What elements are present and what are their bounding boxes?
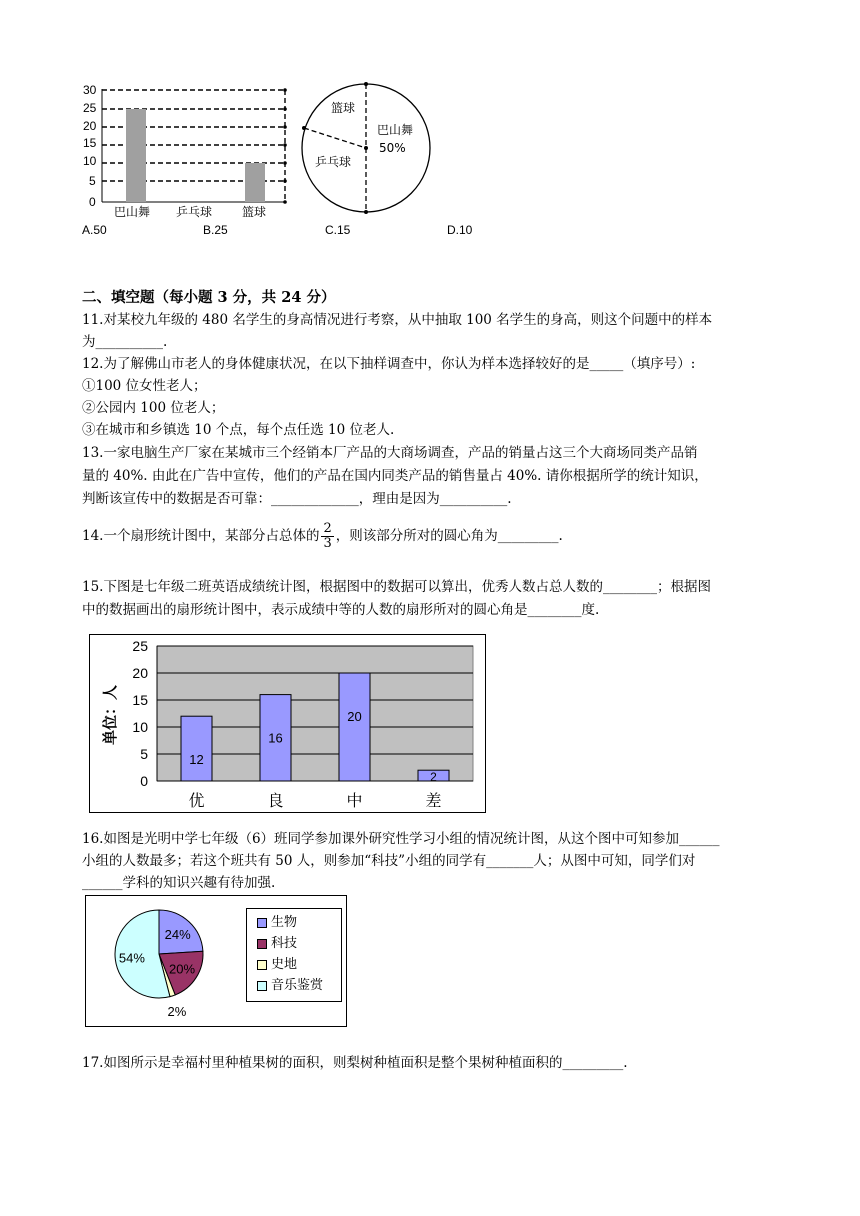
pie-label: 2%: [167, 1004, 187, 1020]
option-a: A.50: [82, 223, 107, 237]
legend-item: [257, 954, 341, 975]
q11-line1: 11.对某校九年级的 480 名学生的身高情况进行考察，从中抽取 100 名学生的身高，则这个问题中的样本: [82, 312, 713, 328]
q12-option: ②公园内 100 位老人；: [82, 400, 225, 416]
pie-label: 20%: [169, 961, 196, 977]
data-label: 20: [347, 709, 362, 724]
legend-item: [257, 933, 341, 954]
q10-ytick: 5: [89, 174, 96, 188]
legend-swatch: [257, 981, 267, 991]
fraction-denominator: 3: [323, 536, 332, 551]
legend-label: 史地: [271, 957, 298, 972]
q12-line1: 12.为了解佛山市老人的身体健康状况，在以下抽样调查中，你认为样本选择较好的是_____（填序号）:: [82, 356, 696, 372]
legend-swatch: [257, 918, 267, 928]
q16-line3: ______学科的知识兴趣有待加强.: [82, 875, 276, 891]
q10-category: 篮球: [242, 205, 267, 219]
x-tick-label: 良: [267, 791, 284, 810]
q12-option: ①100 位女性老人；: [82, 378, 207, 394]
section-title: 二、填空题（每小题 3 分，共 24 分）: [82, 289, 336, 306]
x-tick-label: 差: [425, 791, 442, 810]
q10-ytick: 15: [83, 136, 97, 150]
q10-bar-lanqiu: [245, 163, 265, 202]
y-tick-label: 10: [132, 719, 148, 735]
q16-pie-chart: [86, 896, 246, 1026]
q14-post: ，则该部分所对的圆心角为_________.: [335, 528, 563, 544]
pie-label: 24%: [164, 927, 191, 943]
q10-bar-bashanwu: [126, 109, 146, 202]
y-axis-label: 单位：人: [101, 684, 119, 746]
q13-line2: 量的 40%. 由此在广告中宣传，他们的产品在国内同类产品的销售量占 40%. 请你根据所学的统计知识，: [82, 468, 708, 484]
q10-pie-label: 篮球: [331, 101, 356, 115]
q10-pie-label: 巴山舞: [377, 123, 414, 137]
option-d: D.10: [447, 223, 473, 237]
legend-label: 音乐鉴赏: [271, 978, 324, 993]
q10-category: 巴山舞: [114, 205, 151, 219]
q16-line2: 小组的人数最多；若这个班共有 50 人，则参加“科技”小组的同学有_______人；从图中可知，同学们对: [82, 853, 696, 869]
data-label: 12: [189, 752, 204, 768]
bar: [339, 673, 370, 781]
q10-pie-label: 乒乓球: [315, 155, 352, 169]
y-tick-label: 0: [140, 773, 148, 789]
q14-pre: 14.一个扇形统计图中，某部分占总体的: [82, 528, 320, 544]
pie-label: 54%: [118, 950, 145, 966]
q15-line1: 15.下图是七年级二班英语成绩统计图，根据图中的数据可以算出，优秀人数占总人数的________；根据图: [82, 579, 711, 595]
data-label: 2: [430, 770, 437, 785]
q10-ytick: 30: [83, 83, 97, 97]
fraction-numerator: 2: [323, 521, 332, 536]
y-tick-label: 15: [132, 692, 148, 708]
q12-option: ③在城市和乡镇选 10 个点，每个点任选 10 位老人.: [82, 422, 395, 438]
q10-ytick: 0: [89, 195, 96, 209]
q10-ytick: 10: [83, 154, 97, 168]
q11-line2: 为__________.: [82, 334, 168, 350]
q10-pie-chart: [298, 80, 438, 216]
legend-item: [257, 912, 341, 933]
x-tick-label: 优: [188, 791, 205, 810]
y-tick-label: 5: [140, 746, 148, 762]
q10-pie-label: 50%: [379, 141, 406, 155]
q10-category: 乒乓球: [176, 205, 213, 219]
legend-label: 科技: [271, 936, 298, 951]
q14: [82, 522, 563, 551]
q15-bar-chart: [90, 635, 485, 812]
q13-line3: 判断该宣传中的数据是否可靠：_____________，理由是因为__________.: [82, 491, 512, 507]
q10-bar-chart: [80, 80, 295, 222]
q10-ytick: 25: [83, 101, 97, 115]
legend-swatch: [257, 939, 267, 949]
q17-line1: 17.如图所示是幸福村里种植果树的面积，则梨树种植面积是整个果树种植面积的_________.: [82, 1055, 628, 1071]
bar: [181, 716, 212, 781]
legend-swatch: [257, 960, 267, 970]
legend-label: 生物: [271, 915, 298, 930]
q15-line2: 中的数据画出的扇形统计图中，表示成绩中等的人数的扇形所对的圆心角是________度.: [82, 602, 600, 618]
q16-legend: [246, 908, 342, 1002]
q10-ytick: 20: [83, 119, 97, 133]
q16-line1: 16.如图是光明中学七年级（6）班同学参加课外研究性学习小组的情况统计图，从这个图中可知参加______: [82, 831, 720, 847]
q13-line1: 13.一家电脑生产厂家在某城市三个经销本厂产品的大商场调查，产品的销量占这三个大商场同类产品销: [82, 445, 698, 461]
option-b: B.25: [203, 223, 228, 237]
y-tick-label: 25: [132, 638, 148, 654]
data-label: 16: [268, 730, 283, 746]
fraction: [321, 522, 333, 551]
x-tick-label: 中: [346, 791, 363, 810]
y-tick-label: 20: [132, 665, 148, 681]
option-c: C.15: [325, 223, 351, 237]
legend-item: [257, 975, 341, 996]
